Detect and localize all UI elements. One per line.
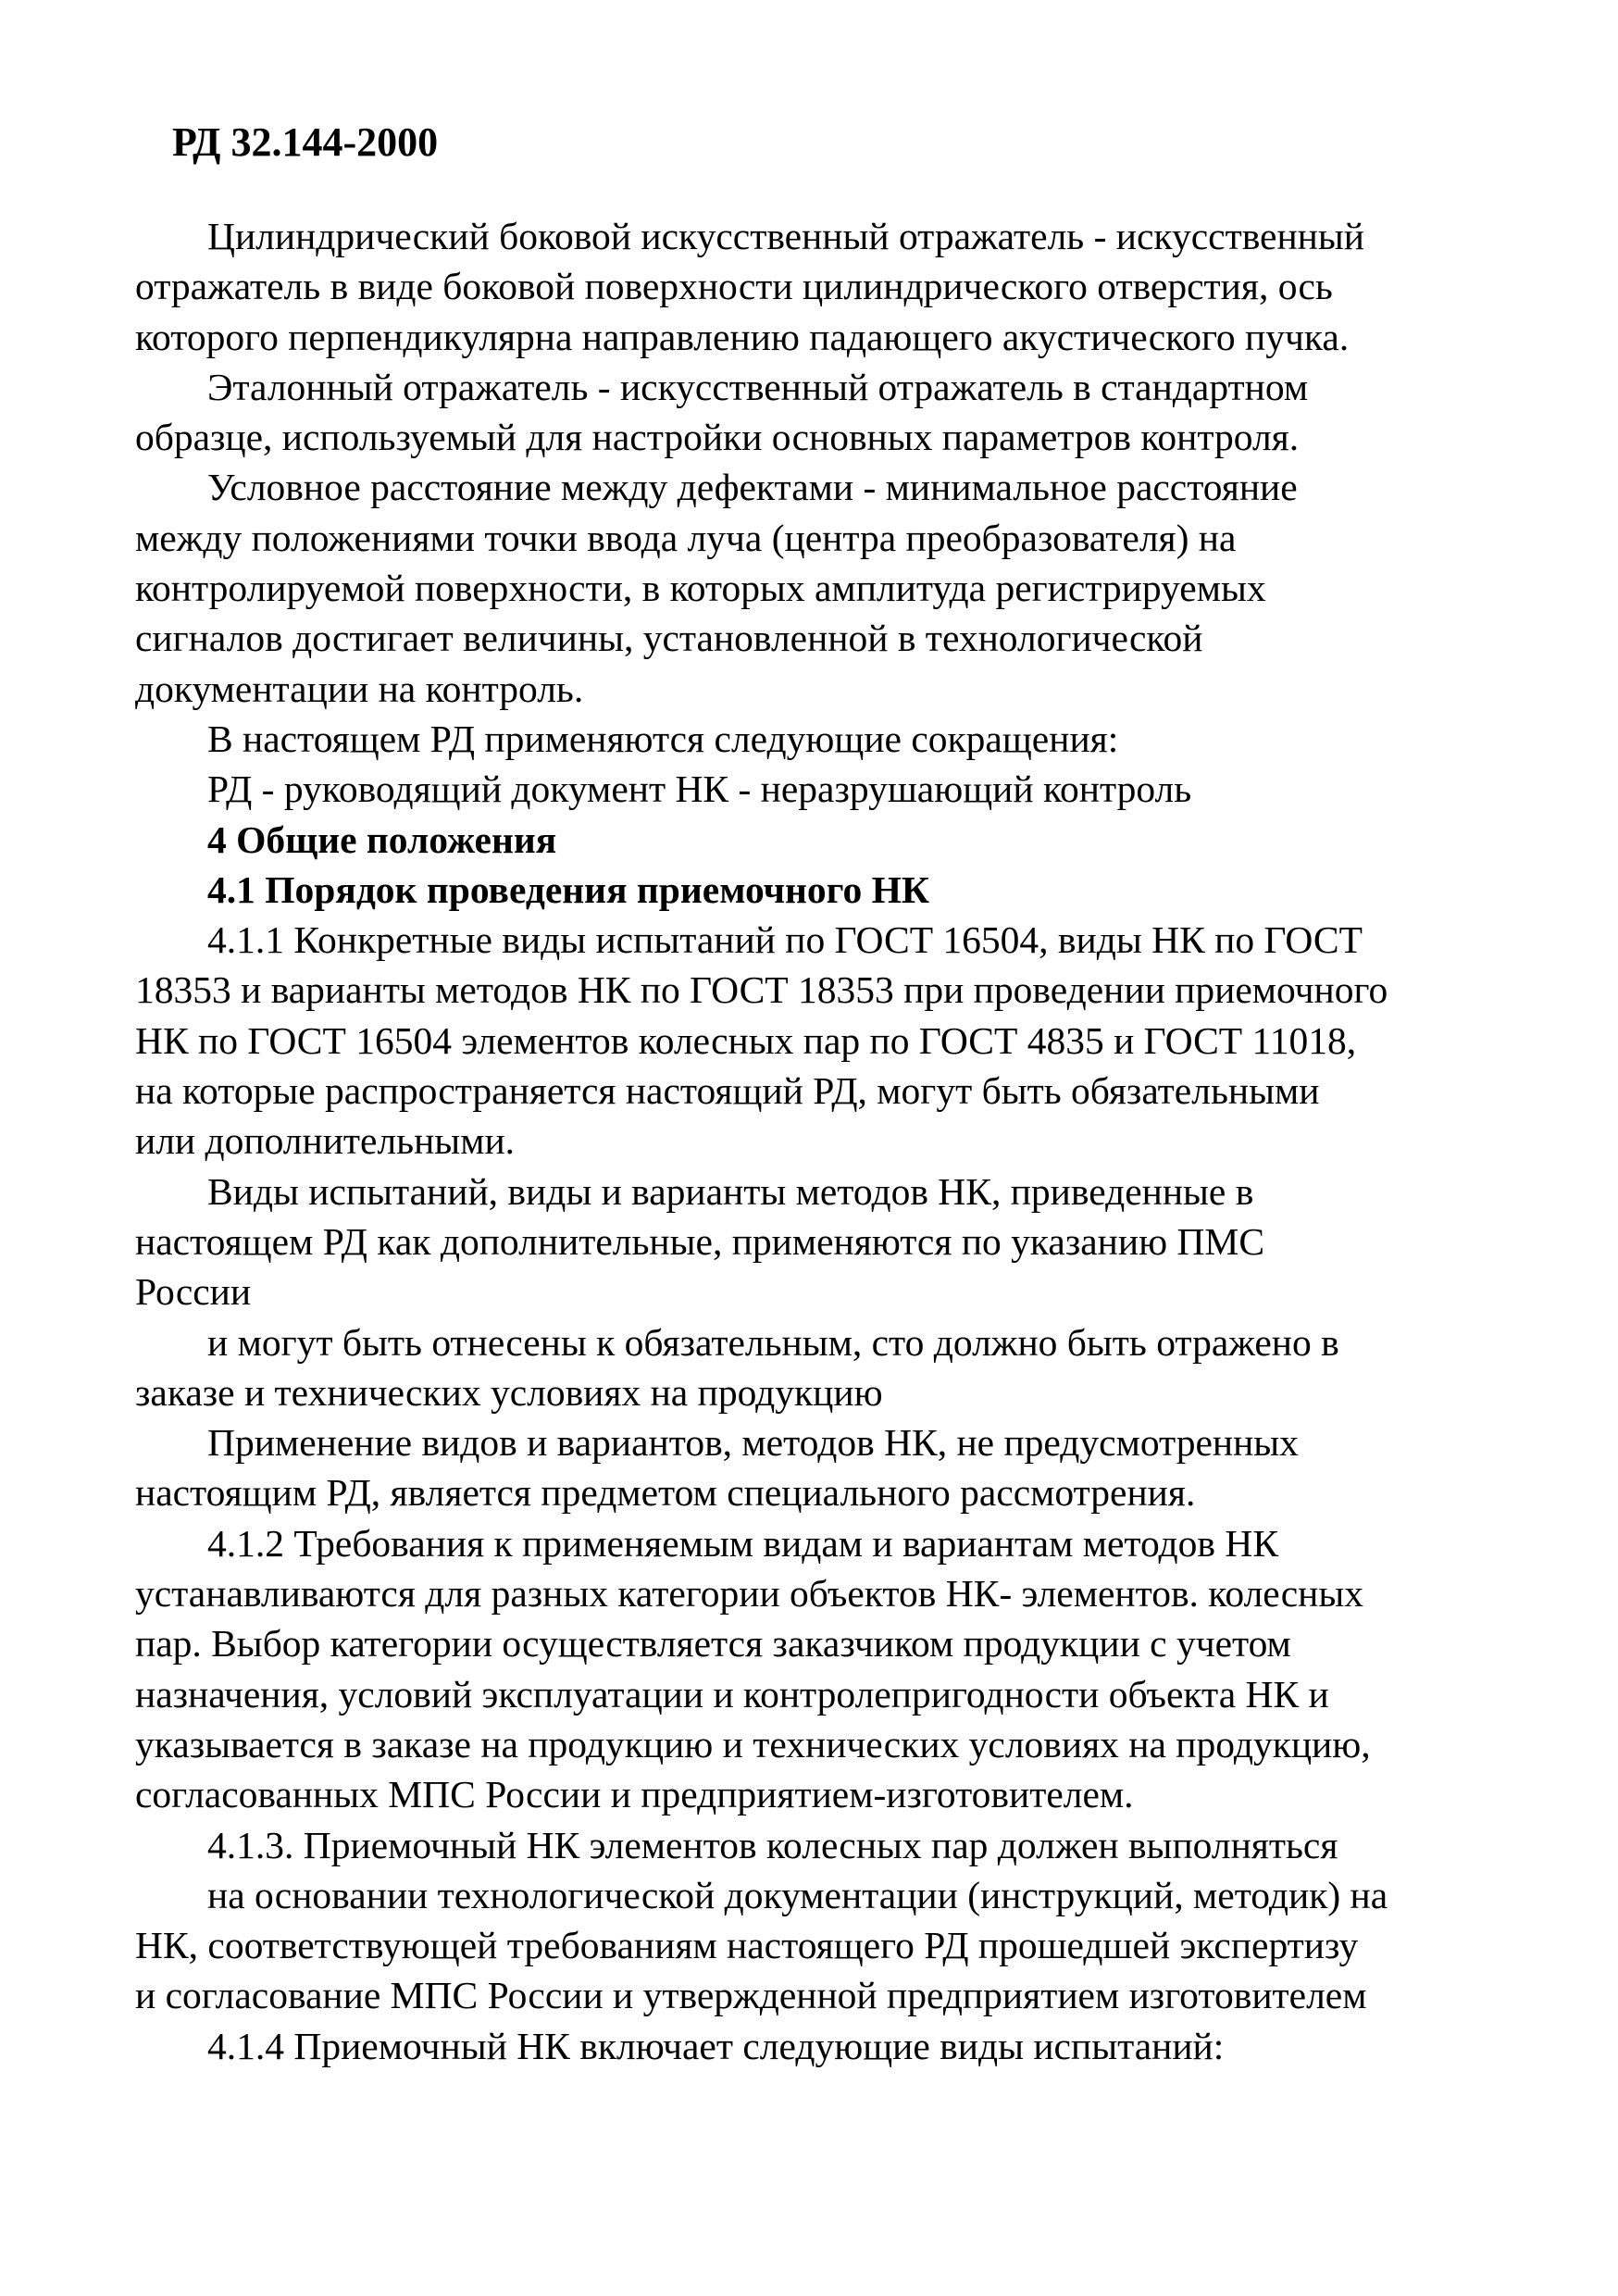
- text-line: Виды испытаний, виды и варианты методов НК, приведенные в: [207, 1169, 1254, 1213]
- text-line: или дополнительными.: [135, 1119, 516, 1163]
- text-line: образце, используемый для настройки основных параметров контроля.: [135, 416, 1300, 459]
- text-line: Применение видов и вариантов, методов НК, не предусмотренных: [207, 1421, 1299, 1465]
- text-line: и могут быть отнесены к обязательным, сто должно быть отражено в: [207, 1320, 1339, 1364]
- document-header: РД 32.144-2000: [172, 119, 439, 165]
- text-line: и согласование МПС России и утвержденной предприятием изготовителем: [135, 1974, 1367, 2017]
- text-line: заказе и технических условиях на продукцию: [135, 1370, 883, 1414]
- text-line: 4.1.2 Требования к применяемым видам и вариантам методов НК: [207, 1521, 1279, 1565]
- text-line: согласованных МПС России и предприятием-изготовителем.: [135, 1773, 1134, 1816]
- text-line: которого перпендикулярна направлению падающего акустического пучка.: [135, 315, 1350, 358]
- text-line: 4.1.3. Приемочный НК элементов колесных пар должен выполняться: [207, 1823, 1338, 1866]
- text-line: настоящим РД, является предметом специального рассмотрения.: [135, 1471, 1196, 1515]
- text-line: Условное расстояние между дефектами - минимальное расстояние: [207, 466, 1298, 509]
- text-line: на которые распространяется настоящий РД, могут быть обязательными: [135, 1069, 1320, 1113]
- text-line: России: [135, 1270, 252, 1314]
- text-line: Цилиндрический боковой искусственный отражатель - искусственный: [207, 215, 1364, 257]
- text-line: В настоящем РД применяются следующие сокращения:: [207, 717, 1119, 760]
- text-line: 4.1.1 Конкретные виды испытаний по ГОСТ 16504, виды НК по ГОСТ: [207, 918, 1363, 962]
- text-line: устанавливаются для разных категории объектов НК- элементов. колесных: [135, 1572, 1363, 1616]
- text-line: контролируемой поверхности, в которых амплитуда регистрируемых: [135, 567, 1266, 610]
- text-line: между положениями точки ввода луча (центра преобразователя) на: [135, 516, 1237, 559]
- text-line: пар. Выбор категории осуществляется заказчиком продукции с учетом: [135, 1622, 1291, 1666]
- text-line: НК по ГОСТ 16504 элементов колесных пар по ГОСТ 4835 и ГОСТ 11018,: [135, 1018, 1357, 1062]
- text-line: назначения, условий эксплуатации и контролепригодности объекта НК и: [135, 1672, 1329, 1716]
- text-line: 18353 и варианты методов НК по ГОСТ 18353 при проведении приемочного: [135, 968, 1388, 1012]
- text-line: на основании технологической документации (инструкций, методик) на: [207, 1873, 1388, 1916]
- section-heading: 4 Общие положения: [207, 817, 557, 861]
- text-line: документации на контроль.: [135, 667, 584, 710]
- text-line: Эталонный отражатель - искусственный отражатель в стандартном: [207, 365, 1309, 408]
- text-line: сигналов достигает величины, установленной в технологической: [135, 617, 1203, 660]
- text-line: НК, соответствующей требованиям настоящего РД прошедшей экспертизу: [135, 1924, 1359, 1967]
- text-line: отражатель в виде боковой поверхности цилиндрического отверстия, ось: [135, 265, 1333, 308]
- text-line: 4.1.4 Приемочный НК включает следующие виды испытаний:: [207, 2024, 1225, 2067]
- text-line: РД - руководящий документ НК - неразрушающий контроль: [207, 767, 1192, 811]
- text-line: настоящем РД как дополнительные, применяются по указанию ПМС: [135, 1219, 1265, 1263]
- text-line: указывается в заказе на продукцию и технических условиях на продукцию,: [135, 1722, 1371, 1766]
- section-heading: 4.1 Порядок проведения приемочного НК: [207, 867, 929, 911]
- document-body: [135, 211, 1533, 2071]
